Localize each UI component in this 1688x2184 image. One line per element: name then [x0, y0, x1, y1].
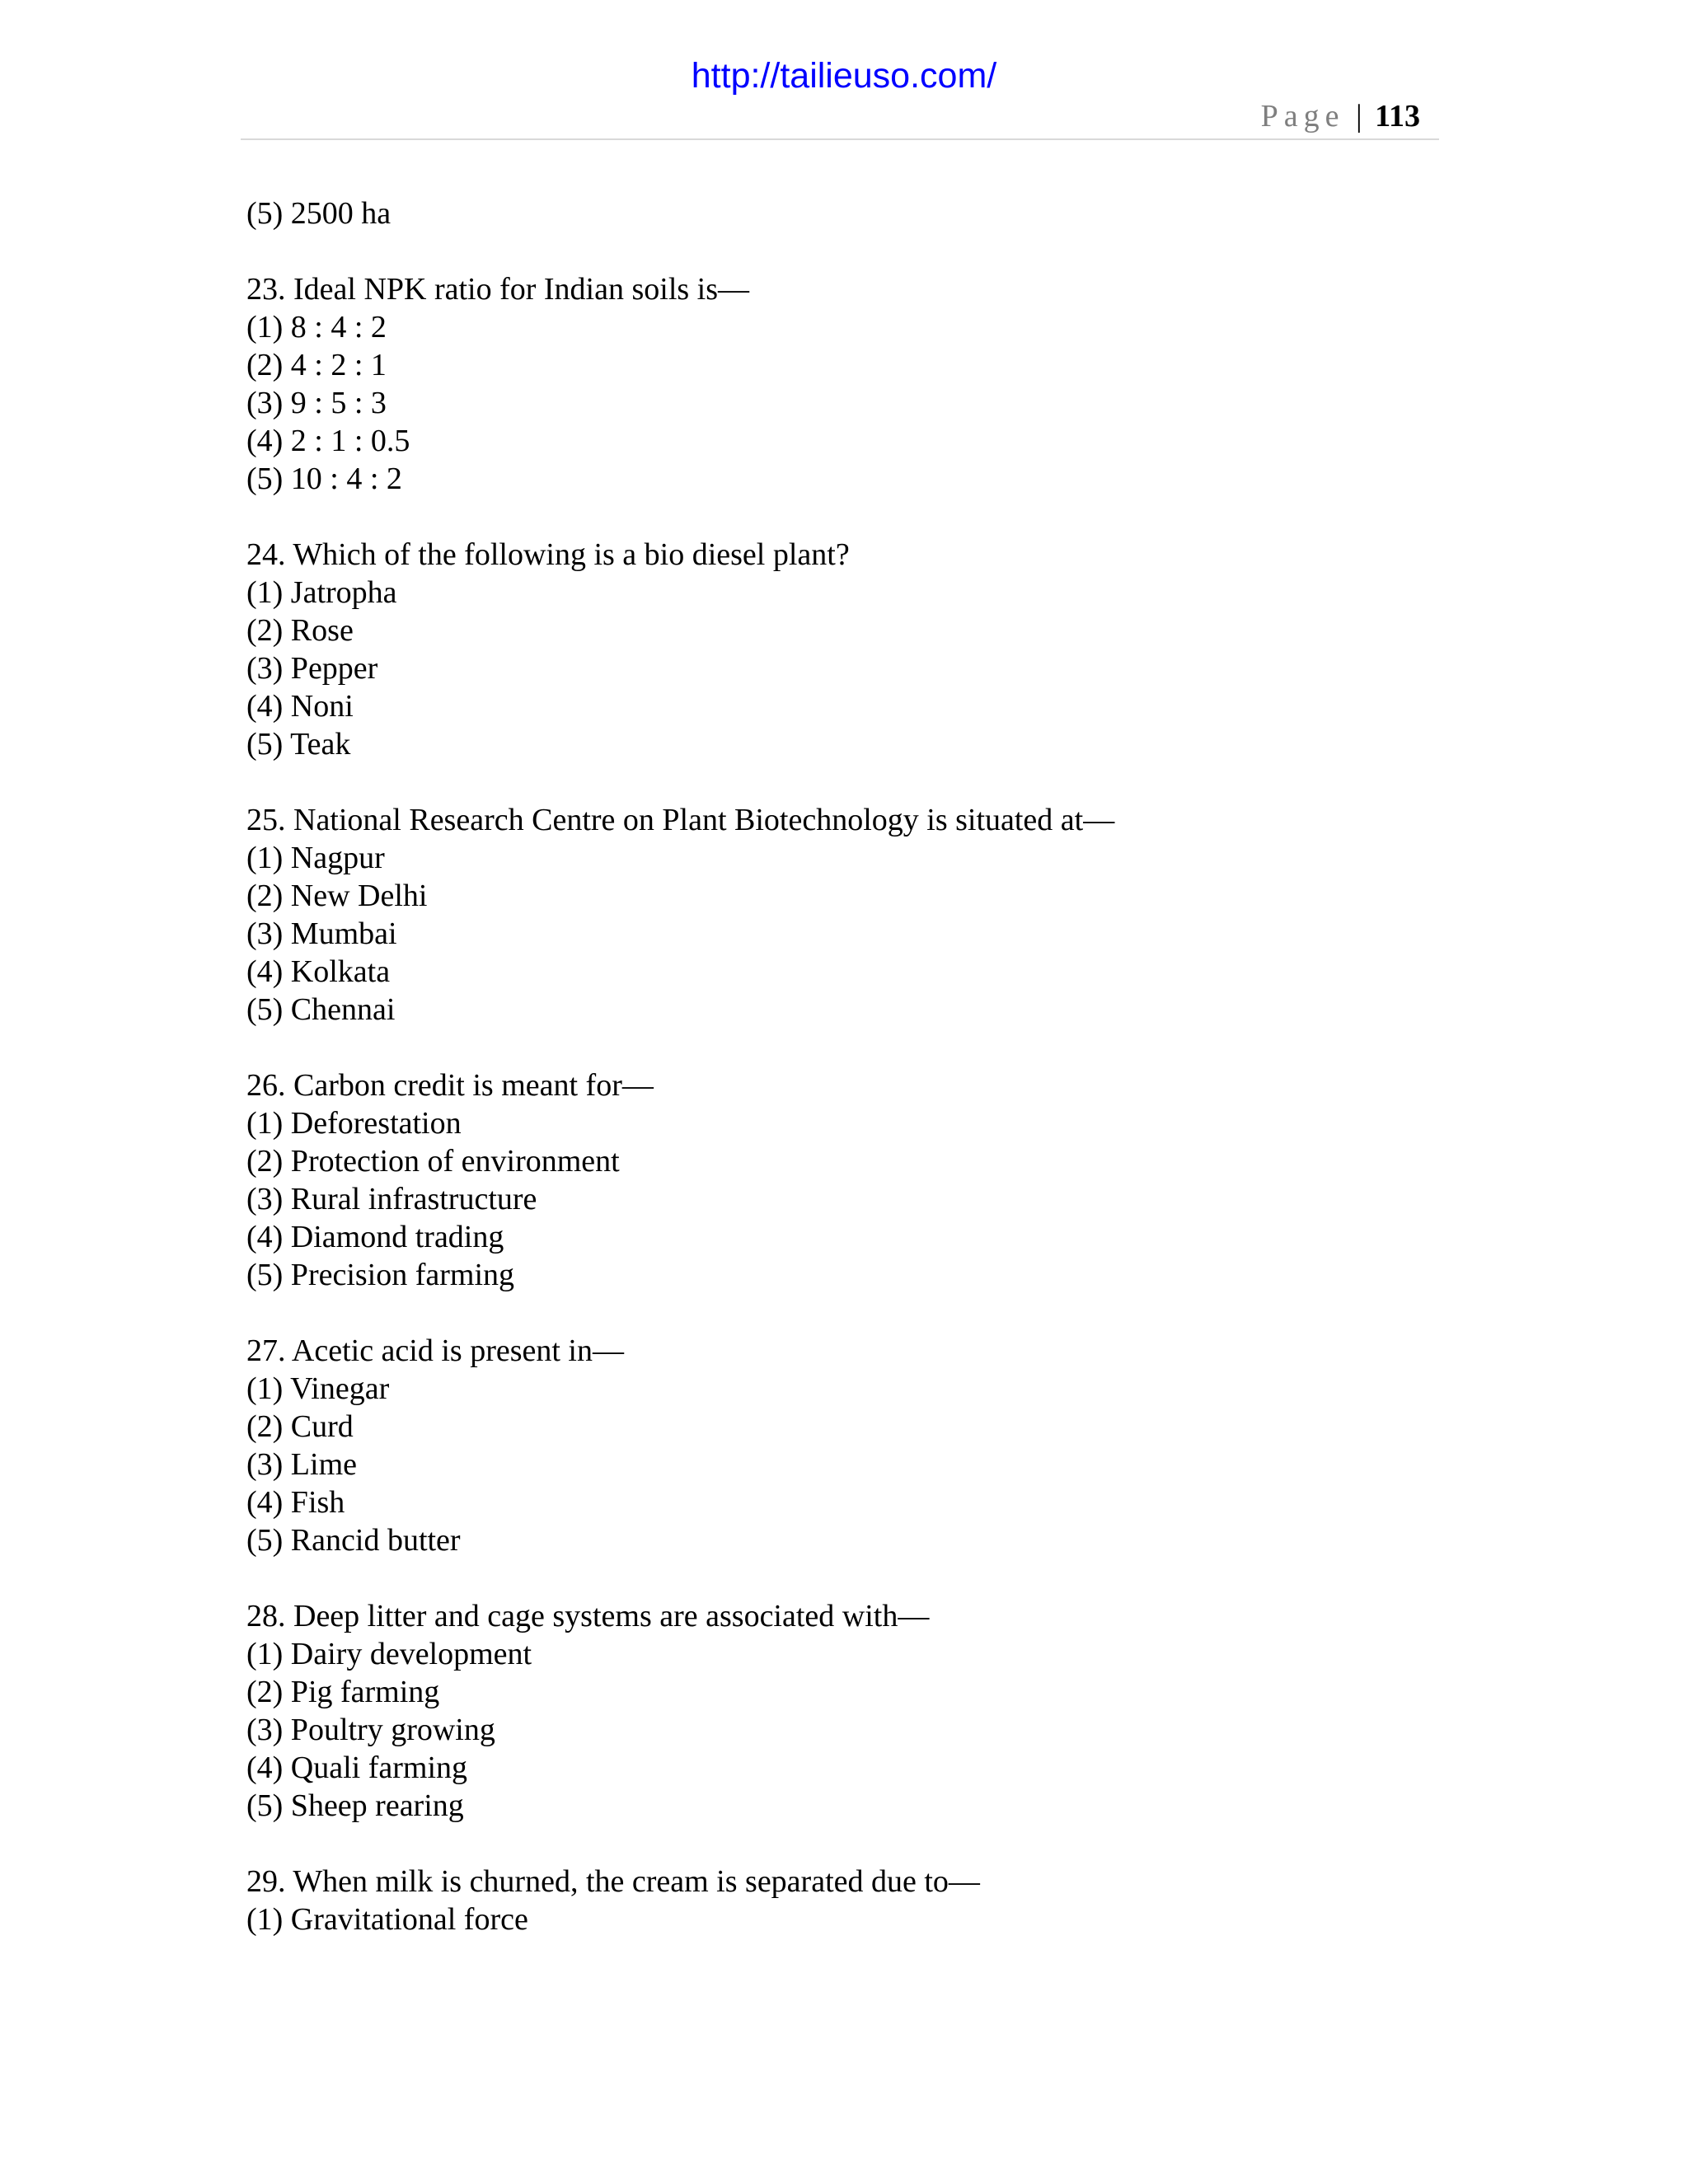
- question-28: [246, 1597, 1433, 1825]
- question-text: 23. Ideal NPK ratio for Indian soils is—: [246, 272, 750, 307]
- question-text: 28. Deep litter and cage systems are associated with—: [246, 1599, 930, 1633]
- question-text: 29. When milk is churned, the cream is separated due to—: [246, 1864, 980, 1899]
- spacer: [246, 763, 1433, 801]
- lead-option: (5) 2500 ha: [246, 196, 392, 231]
- answer-option: (4) Kolkata: [246, 954, 391, 989]
- answer-option: (1) Gravitational force: [246, 1902, 528, 1937]
- answer-option: (2) Protection of environment: [246, 1144, 620, 1179]
- answer-option: (1) Deforestation: [246, 1106, 462, 1141]
- header-divider: [241, 138, 1439, 140]
- page-word: Page: [1260, 99, 1345, 134]
- question-text: 26. Carbon credit is meant for—: [246, 1068, 654, 1103]
- answer-option: (5) Sheep rearing: [246, 1788, 464, 1823]
- header-url-link[interactable]: http://tailieuso.com/: [691, 56, 997, 96]
- answer-option: (3) Mumbai: [246, 916, 397, 951]
- question-list: [246, 194, 1433, 1938]
- answer-option: (4) Noni: [246, 689, 354, 724]
- answer-option: (5) 10 : 4 : 2: [246, 462, 402, 496]
- answer-option: (2) New Delhi: [246, 879, 428, 913]
- answer-option: (1) Vinegar: [246, 1371, 390, 1406]
- answer-option: (2) Pig farming: [246, 1675, 440, 1709]
- answer-option: (4) Fish: [246, 1485, 345, 1520]
- spacer: [246, 498, 1433, 536]
- answer-option: (2) Rose: [246, 613, 354, 648]
- question-24: [246, 536, 1433, 763]
- answer-option: (1) Nagpur: [246, 841, 385, 875]
- answer-option: (3) Pepper: [246, 651, 378, 686]
- spacer: [246, 1559, 1433, 1597]
- answer-option: (2) 4 : 2 : 1: [246, 348, 387, 382]
- answer-option: (3) 9 : 5 : 3: [246, 386, 387, 420]
- page-number-label: [1261, 96, 1420, 137]
- question-29: [246, 1863, 1433, 1938]
- spacer: [246, 1825, 1433, 1863]
- page-number: 113: [1375, 99, 1420, 134]
- answer-option: (3) Lime: [246, 1447, 358, 1482]
- question-27: [246, 1332, 1433, 1559]
- question-text: 27. Acetic acid is present in—: [246, 1333, 624, 1368]
- answer-option: (5) Chennai: [246, 992, 396, 1027]
- answer-option: (5) Teak: [246, 727, 351, 762]
- answer-option: (5) Rancid butter: [246, 1523, 461, 1558]
- answer-option: (4) Diamond trading: [246, 1220, 504, 1254]
- answer-option: (4) Quali farming: [246, 1750, 468, 1785]
- page-separator: |: [1355, 99, 1362, 134]
- answer-option: (3) Rural infrastructure: [246, 1182, 537, 1216]
- question-text: 25. National Research Centre on Plant Biotechnology is situated at—: [246, 803, 1115, 837]
- answer-option: (1) Jatropha: [246, 575, 397, 610]
- question-text: 24. Which of the following is a bio diesel plant?: [246, 537, 850, 572]
- answer-option: (1) 8 : 4 : 2: [246, 310, 387, 344]
- spacer: [246, 1294, 1433, 1332]
- answer-option: (2) Curd: [246, 1409, 354, 1444]
- question-26: [246, 1066, 1433, 1294]
- answer-option: (1) Dairy development: [246, 1637, 532, 1671]
- answer-option: (4) 2 : 1 : 0.5: [246, 424, 410, 458]
- answer-option: (5) Precision farming: [246, 1258, 515, 1292]
- answer-option: (3) Poultry growing: [246, 1713, 495, 1747]
- question-23: [246, 270, 1433, 498]
- spacer: [246, 232, 1433, 270]
- spacer: [246, 1029, 1433, 1066]
- question-25: [246, 801, 1433, 1029]
